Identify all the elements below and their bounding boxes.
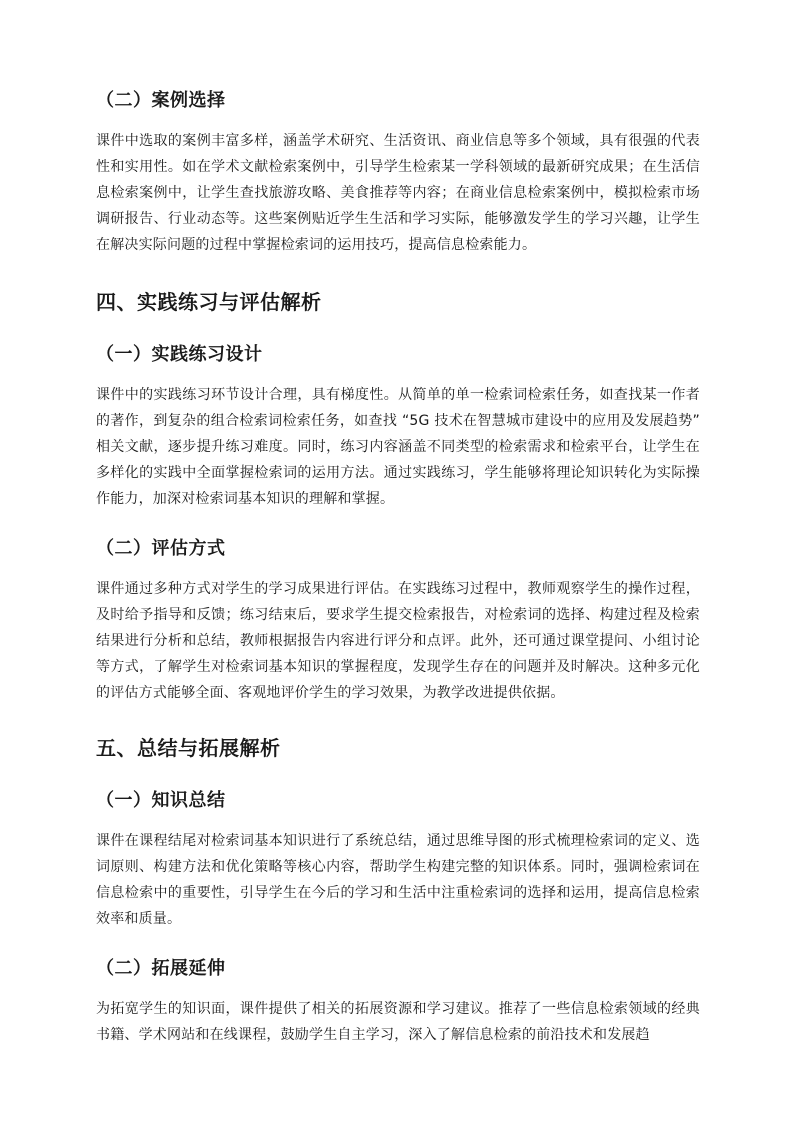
paragraph-knowledge-summary: 课件在课程结尾对检索词基本知识进行了系统总结，通过思维导图的形式梳理检索词的定义、选词原则、构建方法和优化策略等核心内容，帮助学生构建完整的知识体系。同时，强调检索词在信息检索中的重要性，引导学生在今后的学习和生活中注重检索词的选择和运用，提高信息检索效率和质量。	[96, 833, 700, 927]
heading-section-four: 四、实践练习与评估解析	[96, 290, 322, 314]
paragraph-practice-design: 课件中的实践练习环节设计合理，具有梯度性。从简单的单一检索词检索任务，如查找某一作者的著作，到复杂的组合检索词检索任务，如查找 “5G 技术在智慧城市建设中的应用及发展趋势” 相关文献，逐步提升练习难度。同时，练习内容涵盖不同类型的检索需求和检索平台，让学生在多样化的实践中全面掌握检索词的运用方法。通过实践练习，学生能够将理论知识转化为实际操作能力，加深对检索词基本知识的理解和掌握。	[96, 387, 700, 507]
heading-assessment-method: （二）评估方式	[96, 538, 226, 559]
paragraph-assessment-method: 课件通过多种方式对学生的学习成果进行评估。在实践练习过程中，教师观察学生的操作过程，及时给予指导和反馈；练习结束后，要求学生提交检索报告，对检索词的选择、构建过程及检索结果进行分析和总结，教师根据报告内容进行评分和点评。此外，还可通过课堂提问、小组讨论等方式，了解学生对检索词基本知识的掌握程度，发现学生存在的问题并及时解决。这种多元化的评估方式能够全面、客观地评价学生的学习效果，为教学改进提供依据。	[96, 581, 700, 701]
document-page	[96, 88, 700, 1048]
heading-extension: （二）拓展延伸	[96, 958, 226, 979]
heading-practice-design: （一）实践练习设计	[96, 344, 263, 365]
heading-case-selection: （二）案例选择	[96, 90, 226, 111]
heading-section-five: 五、总结与拓展解析	[96, 736, 281, 760]
paragraph-extension: 为拓宽学生的知识面，课件提供了相关的拓展资源和学习建议。推荐了一些信息检索领域的经典书籍、学术网站和在线课程，鼓励学生自主学习，深入了解信息检索的前沿技术和发展趋	[96, 1001, 700, 1043]
heading-knowledge-summary: （一）知识总结	[96, 790, 226, 811]
paragraph-case-selection: 课件中选取的案例丰富多样，涵盖学术研究、生活资讯、商业信息等多个领域，具有很强的代表性和实用性。如在学术文献检索案例中，引导学生检索某一学科领域的最新研究成果；在生活信息检索案例中，让学生查找旅游攻略、美食推荐等内容；在商业信息检索案例中，模拟检索市场调研报告、行业动态等。这些案例贴近学生生活和学习实际，能够激发学生的学习兴趣，让学生在解决实际问题的过程中掌握检索词的运用技巧，提高信息检索能力。	[96, 133, 700, 253]
